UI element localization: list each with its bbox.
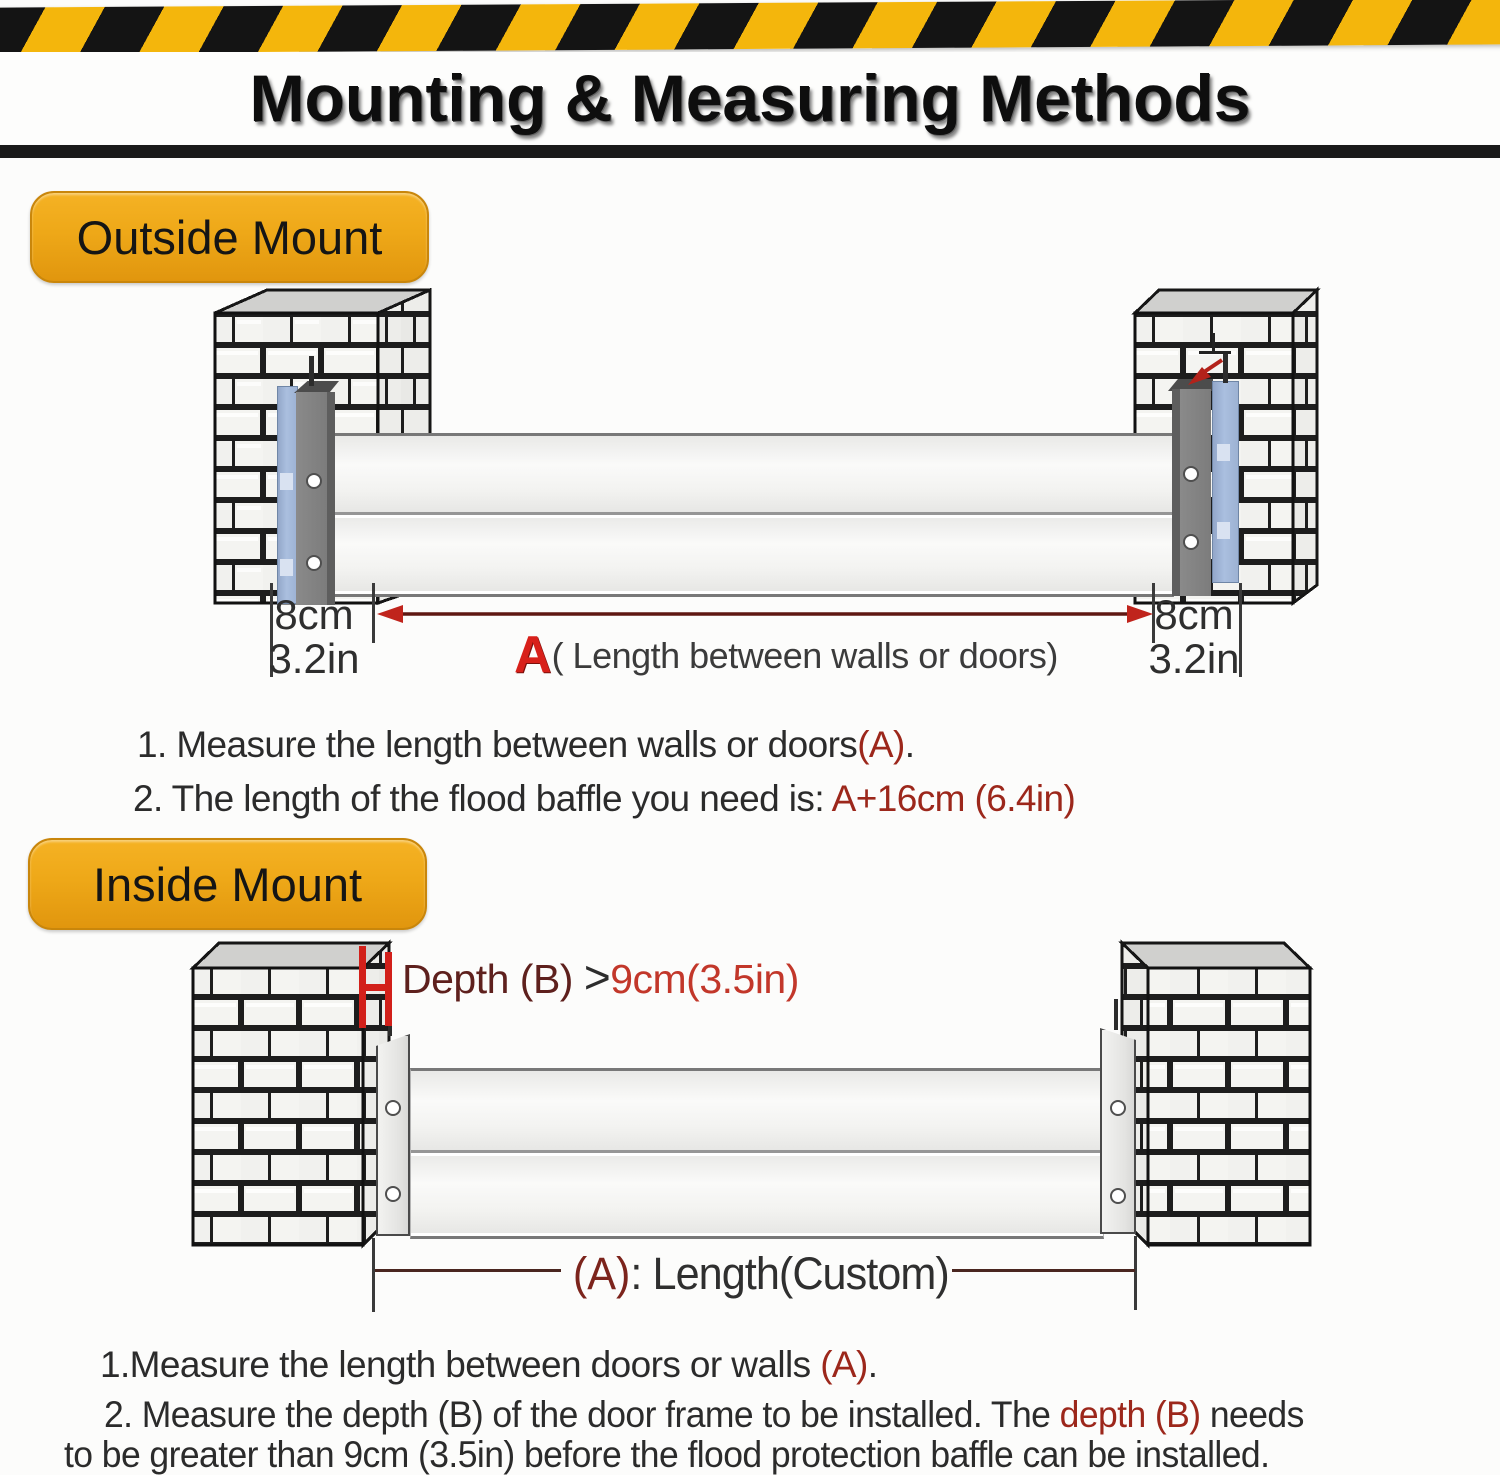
inside-step-1 [100,1344,877,1386]
step-highlight: depth (B) [1059,1394,1201,1435]
rubber-seal-strip-right [1212,381,1239,583]
depth-measure-bracket-icon [353,938,401,1042]
seal-mark [280,559,293,576]
greater-than-symbol: > [583,951,611,1003]
baffle-panel-top [411,1071,1103,1150]
step-text: 1. Measure the length between walls or doors [137,724,858,765]
length-variable-a: A [514,626,552,684]
step-text: needs [1200,1394,1304,1435]
screw-hole [385,1100,401,1116]
dimension-tick [1134,1236,1137,1310]
step-text: . [867,1344,878,1385]
length-span-text: ( Length between walls or doors) [551,635,1058,676]
inside-mount-badge-label: Inside Mount [92,857,363,911]
mounting-bracket-left [296,392,335,605]
baffle-panel-bottom [411,1150,1103,1233]
mounting-bracket-right [1172,389,1211,596]
outside-step-1 [137,724,914,766]
step-text: 2. The length of the flood baffle you need is: [133,778,832,819]
step-text: to be greater than 9cm (3.5in) before the flood protection baffle can be installed. [64,1434,1270,1475]
rubber-seal-strip-left [277,386,298,604]
step-text: . [904,724,915,765]
inside-step-2 [104,1394,1304,1436]
outside-mount-badge [30,191,429,283]
baffle-panel-top [335,436,1173,512]
dimension-line [375,1269,561,1272]
offset-left-cm: 8cm [274,591,354,638]
seal-mark [1217,444,1230,461]
outside-step-2 [133,778,1075,820]
baffle-panel-bottom [335,512,1173,591]
screw-hole [1110,1100,1126,1116]
screw-hole [1183,534,1199,550]
caution-tape-stripe [0,0,1500,54]
brick-notch-mark [1212,333,1215,353]
brick-pillar-inside-right [1112,935,1322,1253]
depth-value-text: 9cm(3.5in) [610,956,799,1002]
screw-hole [1110,1188,1126,1204]
title-band [0,52,1500,144]
seal-mark [280,473,293,490]
offset-right-cm: 8cm [1154,591,1234,638]
screw-hole [385,1186,401,1202]
step-highlight: (A) [820,1344,868,1385]
step-text: 2. Measure the depth (B) of the door frame to be installed. The [104,1394,1060,1435]
step-highlight: A+16cm (6.4in) [831,778,1076,819]
flood-baffle-outside [334,433,1174,597]
length-variable-a: (A) [572,1248,631,1299]
page-title: Mounting & Measuring Methods [249,61,1251,135]
dimension-line [952,1269,1135,1272]
dimension-tick [372,1238,375,1312]
anchor-bolt-inside-right [1114,999,1118,1030]
depth-requirement-label [402,950,799,1004]
red-pointer-arrow-icon [1184,357,1226,389]
outside-mount-badge-label: Outside Mount [76,210,383,264]
header-divider-bar [0,145,1500,158]
screw-hole [306,555,322,571]
step-highlight: (A) [857,724,905,765]
offset-label-right [1146,593,1242,681]
inside-mount-badge [28,838,427,930]
seal-mark [1217,522,1230,539]
flood-baffle-inside [410,1068,1104,1239]
inside-step-2-continued [64,1434,1269,1475]
length-span-text: : Length(Custom) [630,1248,949,1299]
length-span-label-inside [573,1248,949,1300]
span-dimension-arrow [375,599,1155,629]
depth-label-text: Depth (B) [402,956,584,1002]
brick-notch-mark [1199,351,1231,354]
offset-right-in: 3.2in [1148,635,1240,682]
anchor-bolt-left [309,356,314,386]
length-span-label-outside [514,626,1058,684]
screw-hole [306,473,322,489]
mounting-channel-left [376,1034,410,1236]
offset-left-in: 3.2in [268,635,360,682]
screw-hole [1183,466,1199,482]
offset-label-left [258,593,370,681]
step-text: 1.Measure the length between doors or walls [100,1344,821,1385]
